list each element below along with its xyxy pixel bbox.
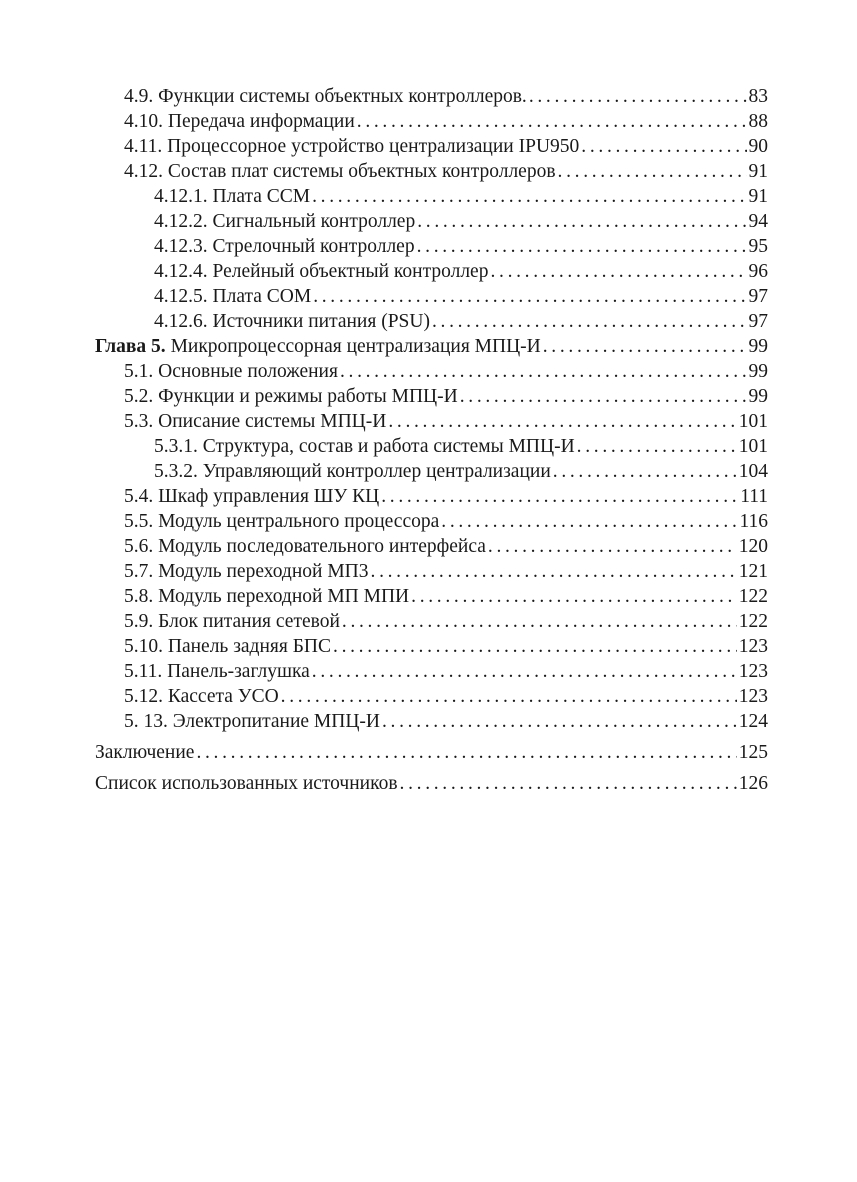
- table-of-contents: [0, 84, 857, 796]
- toc-entry[interactable]: [0, 234, 857, 259]
- toc-entry-title: Список использованных источников: [95, 773, 398, 794]
- toc-chapter-entry[interactable]: [0, 334, 857, 359]
- toc-entry[interactable]: [0, 134, 857, 159]
- toc-entry[interactable]: [0, 684, 857, 709]
- toc-entry[interactable]: [0, 209, 857, 234]
- toc-entry-page: 96: [748, 261, 768, 282]
- toc-entry-page: 125: [738, 742, 768, 763]
- toc-entry-page: 94: [748, 211, 768, 232]
- dot-leader: [460, 384, 747, 409]
- dot-leader: [342, 609, 737, 634]
- toc-entry-title: 5.6. Модуль последовательного интерфейса: [124, 536, 486, 557]
- toc-entry[interactable]: [0, 609, 857, 634]
- toc-entry-title: 5.9. Блок питания сетевой: [124, 611, 340, 632]
- toc-entry-page: 124: [738, 711, 768, 732]
- toc-entry-title: Заключение: [95, 742, 195, 763]
- toc-entry-title: 4.12.1. Плата CCM: [154, 186, 311, 207]
- toc-entry-title: [95, 334, 541, 359]
- toc-entry-page: 88: [748, 111, 768, 132]
- toc-entry-title: 5.2. Функции и режимы работы МПЦ-И: [124, 386, 458, 407]
- toc-entry-page: 99: [748, 361, 768, 382]
- toc-entry-page: 122: [738, 586, 768, 607]
- toc-entry-title: 5.1. Основные положения: [124, 361, 338, 382]
- dot-leader: [340, 359, 747, 384]
- toc-entry[interactable]: [0, 434, 857, 459]
- toc-entry[interactable]: [0, 109, 857, 134]
- chapter-title: Микропроцессорная централизация МПЦ-И: [165, 336, 541, 357]
- toc-entry-page: 91: [748, 186, 768, 207]
- toc-entry-title: 4.12.6. Источники питания (PSU): [154, 311, 430, 332]
- dot-leader: [490, 259, 746, 284]
- toc-entry-title: 5.3.2. Управляющий контроллер централизации: [154, 461, 551, 482]
- toc-entry[interactable]: [0, 534, 857, 559]
- dot-leader: [313, 284, 746, 309]
- toc-entry-title: 5.3. Описание системы МПЦ-И: [124, 411, 387, 432]
- dot-leader: [411, 584, 737, 609]
- toc-entry-title: 4.9. Функции системы объектных контроллеров.: [124, 86, 527, 107]
- toc-references-entry[interactable]: [0, 771, 857, 796]
- toc-entry-page: 104: [738, 461, 768, 482]
- toc-entry-title: 5.12. Кассета УСО: [124, 686, 279, 707]
- toc-entry-page: 121: [738, 561, 768, 582]
- toc-entry-page: 99: [748, 386, 768, 407]
- toc-entry-page: 101: [738, 411, 768, 432]
- toc-entry-page: 90: [748, 136, 768, 157]
- toc-entry-page: 126: [738, 773, 768, 794]
- toc-entry-page: 97: [748, 286, 768, 307]
- dot-leader: [577, 434, 737, 459]
- toc-entry[interactable]: [0, 634, 857, 659]
- toc-conclusion-entry[interactable]: [0, 740, 857, 765]
- toc-entry[interactable]: [0, 259, 857, 284]
- toc-entry[interactable]: [0, 659, 857, 684]
- toc-entry-title: 5. 13. Электропитание МПЦ-И: [124, 711, 380, 732]
- toc-entry-page: 91: [748, 161, 768, 182]
- toc-entry[interactable]: [0, 559, 857, 584]
- toc-entry-page: 123: [738, 636, 768, 657]
- dot-leader: [529, 84, 747, 109]
- toc-entry-title: 5.4. Шкаф управления ШУ КЦ: [124, 486, 380, 507]
- dot-leader: [417, 209, 746, 234]
- toc-entry[interactable]: [0, 284, 857, 309]
- toc-entry-title: 4.10. Передача информации: [124, 111, 355, 132]
- dot-leader: [312, 659, 737, 684]
- dot-leader: [381, 484, 738, 509]
- toc-entry[interactable]: [0, 309, 857, 334]
- dot-leader: [488, 534, 737, 559]
- dot-leader: [432, 309, 747, 334]
- dot-leader: [581, 134, 746, 159]
- toc-entry[interactable]: [0, 84, 857, 109]
- dot-leader: [333, 634, 737, 659]
- dot-leader: [382, 709, 737, 734]
- toc-entry-title: 5.3.1. Структура, состав и работа системы МПЦ-И: [154, 436, 575, 457]
- toc-entry-title: 5.10. Панель задняя БПС: [124, 636, 332, 657]
- dot-leader: [196, 740, 736, 765]
- toc-entry-title: 4.12.3. Стрелочный контроллер: [154, 236, 415, 257]
- toc-entry-title: 5.5. Модуль центрального процессора: [124, 511, 440, 532]
- toc-entry-title: 5.11. Панель-заглушка: [124, 661, 310, 682]
- toc-entry-page: 99: [748, 336, 768, 357]
- toc-entry[interactable]: [0, 459, 857, 484]
- dot-leader: [400, 771, 737, 796]
- toc-entry-page: 95: [748, 236, 768, 257]
- toc-entry-title: 4.12.5. Плата COM: [154, 286, 312, 307]
- toc-entry-page: 122: [738, 611, 768, 632]
- toc-entry[interactable]: [0, 509, 857, 534]
- dot-leader: [417, 234, 747, 259]
- toc-entry[interactable]: [0, 584, 857, 609]
- toc-entry-title: 5.7. Модуль переходной МП3: [124, 561, 369, 582]
- toc-entry-page: 83: [748, 86, 768, 107]
- toc-entry[interactable]: [0, 159, 857, 184]
- toc-entry-page: 97: [748, 311, 768, 332]
- toc-entry-page: 120: [738, 536, 768, 557]
- dot-leader: [553, 459, 737, 484]
- toc-entry-page: 116: [739, 511, 768, 532]
- dot-leader: [357, 109, 747, 134]
- toc-entry[interactable]: [0, 184, 857, 209]
- toc-entry-title: 4.11. Процессорное устройство централизации IPU950: [124, 136, 580, 157]
- dot-leader: [371, 559, 737, 584]
- dot-leader: [441, 509, 737, 534]
- toc-entry-title: 5.8. Модуль переходной МП МПИ: [124, 586, 410, 607]
- dot-leader: [312, 184, 746, 209]
- toc-entry-title: 4.12.4. Релейный объектный контроллер: [154, 261, 489, 282]
- toc-entry[interactable]: [0, 484, 857, 509]
- dot-leader: [543, 334, 747, 359]
- toc-entry[interactable]: [0, 409, 857, 434]
- toc-entry-title: 4.12.2. Сигнальный контроллер: [154, 211, 416, 232]
- toc-entry-page: 123: [738, 686, 768, 707]
- dot-leader: [281, 684, 737, 709]
- dot-leader: [388, 409, 736, 434]
- toc-entry[interactable]: [0, 709, 857, 734]
- toc-entry[interactable]: [0, 384, 857, 409]
- toc-entry[interactable]: [0, 359, 857, 384]
- toc-entry-title: 4.12. Состав плат системы объектных контроллеров: [124, 161, 556, 182]
- toc-entry-page: 123: [738, 661, 768, 682]
- toc-entry-page: 101: [738, 436, 768, 457]
- chapter-prefix: Глава 5.: [95, 336, 166, 357]
- dot-leader: [558, 159, 747, 184]
- toc-entry-page: 111: [740, 486, 768, 507]
